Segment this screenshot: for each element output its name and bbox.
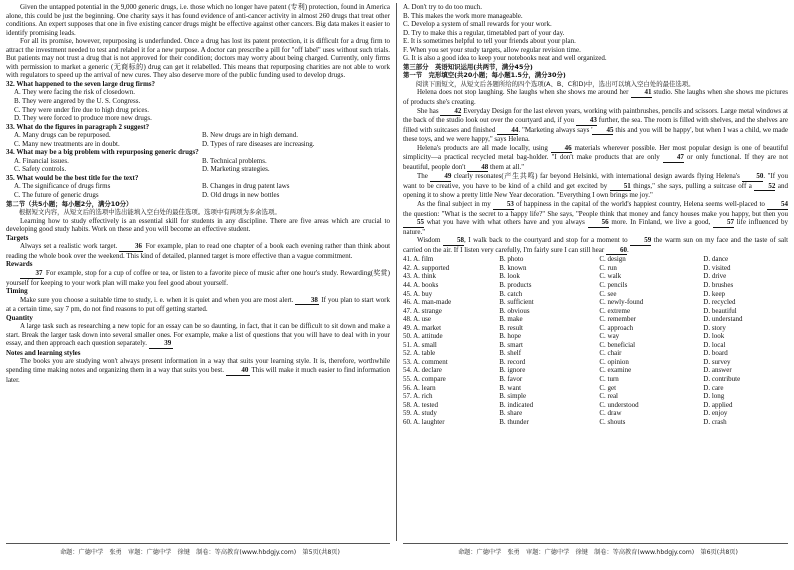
- choice-option: B. sufficient: [499, 298, 534, 307]
- option: B. Changes in drug patent laws: [202, 182, 290, 191]
- choice-option: C. turn: [599, 374, 619, 383]
- footer-rule: [403, 543, 788, 544]
- choice-option: C. chair: [599, 349, 622, 358]
- choice-option: B. indicated: [499, 400, 534, 409]
- right-page: [403, 3, 788, 426]
- choice-option: C. examine: [599, 366, 632, 375]
- choice-option: B. obvious: [499, 306, 530, 315]
- blank-53: 53: [493, 200, 514, 210]
- text: If you plan to start work at a certain time, say 7 pm, do not find reasons to put off getting started.: [6, 295, 391, 314]
- subheading-rewards: Rewards: [6, 260, 33, 269]
- choice-row: [403, 358, 788, 367]
- choice-option: D. long: [703, 392, 725, 401]
- blank-59: 59: [630, 236, 651, 246]
- text: The books you are studying won't always present information in a way that suits your learning style. It is, therefore, worthwhile spending time making notes and organizing them in a way that suits you best.: [6, 357, 390, 374]
- choice-option: B. smart: [499, 340, 523, 349]
- choice-option: B. ignore: [499, 366, 526, 375]
- text: Helena does not stop laughing. She laughs when she shows me around her: [417, 88, 629, 97]
- choice-option: B. favor: [499, 374, 523, 383]
- choice-option: 46. A. man-made: [403, 298, 452, 307]
- choice-option: C. understood: [599, 400, 639, 409]
- choice-row: [403, 264, 788, 273]
- choice-option: D. crash: [703, 417, 727, 426]
- blank-58: 58: [443, 236, 464, 246]
- blank-52: 52: [754, 182, 775, 192]
- choice-option: C. see: [599, 289, 617, 298]
- text: clearly resonates(产生共鸣) far beyond Helsinki, with international design awards flying Helena's: [453, 172, 740, 181]
- option: D. They were forced to produce more new drugs.: [14, 114, 152, 123]
- blank-49: 49: [430, 172, 451, 182]
- choice-row: [403, 281, 788, 290]
- choice-row: [403, 290, 788, 299]
- choice-row: [403, 375, 788, 384]
- footer-right: 命题：广德中学 张勇 审题：广德中学 徐键 制卷：等高教育(www.hbdgjy.com) 第6页(共8页): [458, 549, 738, 556]
- choice-option: C. pencils: [599, 280, 628, 289]
- option-c: C. Develop a system of small rewards for your work.: [403, 20, 552, 29]
- option: D. Old drugs in new bottles: [202, 191, 280, 200]
- text: The: [417, 172, 428, 181]
- choice-option: 48. A. use: [403, 315, 431, 324]
- choice-option: B. thunder: [499, 417, 529, 426]
- cloze-paragraph: [403, 88, 788, 106]
- option: C. The future of generic drugs: [14, 191, 99, 200]
- text: more. In Finland, we live a good,: [611, 218, 711, 227]
- choice-option: 49. A. market: [403, 323, 442, 332]
- subheading-targets: Targets: [6, 233, 29, 242]
- passage-paragraph: [6, 322, 390, 349]
- blank-56: 56: [588, 218, 609, 228]
- subheading-timing: Timing: [6, 287, 28, 296]
- choice-option: B. make: [499, 315, 523, 324]
- option: A. Financial issues.: [14, 156, 69, 165]
- footer-left: 命题：广德中学 张勇 审题：广德中学 徐键 制卷：等高教育(www.hbdgjy.com) 第5页(共8页): [60, 549, 340, 556]
- choice-row: [403, 315, 788, 324]
- option: C. They were under fire due to high drug prices.: [14, 105, 149, 114]
- blank-48: 48: [467, 163, 488, 173]
- cloze-paragraph: [403, 200, 788, 236]
- blank-46: 46: [551, 144, 572, 154]
- question-32: 32. What happened to the seven large drug firms?: [6, 79, 156, 88]
- text: the question: "What is the secret to a happy life?" She says, "People think that money and fancy houses make you happy, but then you: [403, 209, 788, 218]
- choice-option: 59. A. study: [403, 409, 437, 418]
- text: them at all.": [490, 162, 525, 171]
- text: studio. She laughs when she shows me pictures of products she's creating.: [403, 88, 789, 107]
- choice-option: D. drive: [703, 272, 727, 281]
- choice-row: [403, 366, 788, 375]
- blank-51: 51: [610, 182, 631, 192]
- text: things," she says, pulling a suitcase off a: [633, 181, 752, 190]
- choice-option: C. remember: [599, 315, 636, 324]
- choice-option: D. keep: [703, 289, 726, 298]
- text: further, the sea. The room is filled with shelves, and the shelves are filled with suitcases and finished: [403, 116, 789, 134]
- choice-option: 57. A. rich: [403, 392, 433, 401]
- footer-rule: [6, 543, 390, 544]
- option: A. The significance of drugs firms: [14, 182, 111, 191]
- part-heading: 第三部分 英语知识运用(共两节，满分45分): [403, 62, 533, 71]
- option-g: G. It is also a good idea to keep your notebooks neat and well organized.: [403, 54, 607, 63]
- choice-option: B. result: [499, 323, 523, 332]
- option: D. Types of rare diseases are increasing.: [202, 139, 315, 148]
- choice-option: 51. A. small: [403, 340, 437, 349]
- blank-44: 44: [497, 126, 518, 136]
- choice-option: 54. A. declare: [403, 366, 442, 375]
- choice-option: D. answer: [703, 366, 732, 375]
- choice-option: B. catch: [499, 289, 523, 298]
- choice-option: 55. A. compare: [403, 374, 446, 383]
- choice-row: [403, 409, 788, 418]
- cloze-paragraph: [403, 107, 788, 144]
- choice-option: C. draw: [599, 409, 622, 418]
- choice-option: D. dance: [703, 255, 729, 264]
- choice-option: D. contribute: [703, 374, 741, 383]
- blank-40: 40: [226, 366, 250, 376]
- blank-38: 38: [295, 296, 319, 306]
- text: Everyday Design for the last eleven years, working with paintbrushes, pencils and scissors. Large metal windows at the back of the studio look out over the courtyard and, if you: [403, 106, 788, 125]
- passage-paragraph: Given the untapped potential in the 9,000 generic drugs, i.e. those which no longer have patent (专利) protection, found in America alone, this could be just the beginning. One charity says it has found evidence of anti-cancer activity in almost 260 drugs that treat other conditions. An expert supposes that one in five existing cancer drugs might be effective against other cancers. Big data makes it easier to identify promising leads.: [6, 3, 390, 37]
- choice-row: [403, 401, 788, 410]
- choice-row: [403, 324, 788, 333]
- option: B. They were angered by the U. S. Congress.: [14, 97, 141, 106]
- choice-row: [403, 418, 788, 427]
- choice-option: D. applied: [703, 400, 733, 409]
- passage-paragraph: [6, 296, 390, 314]
- section-heading: 第二节（共5小题；每小题2分，满分10分）: [6, 199, 133, 208]
- blank-60: 60: [606, 246, 627, 256]
- text: materials wherever possible. Her most popular design is one of beautiful simplicity—a practical recycled metal bag-holder. "I don't make products that are only: [403, 143, 789, 162]
- page-divider: [396, 3, 397, 541]
- choice-row: [403, 272, 788, 281]
- text: This will make it much easier to find information later.: [6, 365, 390, 384]
- choice-option: C. get: [599, 383, 617, 392]
- choice-option: D. brushes: [703, 280, 734, 289]
- cloze-paragraph: [403, 236, 788, 255]
- option: A. They were facing the risk of closedown.: [14, 88, 135, 97]
- choice-option: B. simple: [499, 392, 527, 401]
- choice-option: D. recycled: [703, 298, 736, 307]
- choice-row: [403, 332, 788, 341]
- choice-option: 43. A. think: [403, 272, 437, 281]
- choice-option: B. share: [499, 409, 523, 418]
- text: Helena's products are all made locally, using: [417, 143, 548, 152]
- choice-option: 53. A. comment: [403, 357, 448, 366]
- text: the warm sun on my face and the taste of salt carried on the air. If I listen very carefully, I'm fairly sure I can still hear: [403, 236, 789, 254]
- section-heading: 第一节 完形填空(共20小题；每小题1.5分，满分30分): [403, 71, 566, 80]
- choice-option: B. shelf: [499, 349, 522, 358]
- choice-option: B. want: [499, 383, 522, 392]
- text: this and you will be happy', but when I was a child, we made these toys, and we were happy," says Helena.: [403, 125, 789, 144]
- choice-option: 45. A. buy: [403, 289, 433, 298]
- option: D. Marketing strategies.: [202, 165, 270, 174]
- option-a: A. Don't try to do too much.: [403, 3, 483, 11]
- choice-option: B. look: [499, 272, 520, 281]
- text: Always set a realistic work target.: [20, 242, 118, 251]
- choice-option: D. care: [703, 383, 724, 392]
- choice-option: C. approach: [599, 323, 634, 332]
- option-f: F. When you set your study targets, allow regular revision time.: [403, 45, 581, 54]
- text: A large task such as researching a new topic for an essay can be so daunting, in fact, that it can be difficult to sit down and make a start. Break the larger task down into several smaller ones. For example, make a list of questions that you will have to deal with in your essay, and then approach each question separately.: [6, 322, 390, 348]
- blank-54: 54: [767, 200, 788, 210]
- choice-option: 41. A. film: [403, 255, 434, 264]
- choice-option: C. beneficial: [599, 340, 636, 349]
- choice-option: D. survey: [703, 357, 731, 366]
- choice-option: 56. A. learn: [403, 383, 436, 392]
- choice-row: [403, 298, 788, 307]
- option-row: [6, 182, 390, 191]
- option-b: B. This makes the work more manageable.: [403, 11, 523, 20]
- text: For example, plan to read one chapter of a book each evening rather than think about reading the whole book over the weekend. This kind of detailed, planned target is more effective than a vague commitment.: [6, 242, 391, 260]
- choice-option: D. enjoy: [703, 409, 728, 418]
- choice-option: C. design: [599, 255, 626, 264]
- choice-option: B. record: [499, 357, 526, 366]
- passage-paragraph: [6, 242, 390, 260]
- text: or only functional. If they are not beautiful, people don't: [403, 153, 789, 171]
- left-page: [6, 3, 390, 384]
- choice-option: 44. A. books: [403, 280, 439, 289]
- choice-option: D. story: [703, 323, 726, 332]
- choice-row: [403, 255, 788, 264]
- choice-option: 58. A. tested: [403, 400, 438, 409]
- text: For example, stop for a cup of coffee or tea, or listen to a favorite piece of music after one hour's study. Rewarding(奖赏) yourself for keeping to your work plan will make you feel good about yourself.: [6, 268, 391, 287]
- option: C. Many new treatments are in doubt.: [14, 139, 120, 148]
- choice-option: 52. A. table: [403, 349, 436, 358]
- choice-option: B. known: [499, 263, 527, 272]
- blank-57: 57: [713, 218, 734, 228]
- choice-option: C. extreme: [599, 306, 631, 315]
- choice-row: [403, 384, 788, 393]
- choice-option: C. walk: [599, 272, 622, 281]
- choice-option: C. way: [599, 332, 620, 341]
- text: Wisdom: [417, 236, 441, 245]
- choice-option: D. understand: [703, 315, 743, 324]
- text: of happiness in the capital of the world's happiest country, Helena seems well-placed to: [516, 200, 765, 209]
- blank-37: 37: [20, 269, 44, 279]
- choice-option: 60. A. laughter: [403, 417, 445, 426]
- choice-row: [403, 341, 788, 350]
- choice-option: B. hope: [499, 332, 522, 341]
- choice-option: C. real: [599, 392, 619, 401]
- passage-paragraph: [6, 357, 390, 384]
- option-row: [6, 131, 390, 140]
- text: As the final subject in my: [417, 200, 491, 209]
- choice-option: B. photo: [499, 255, 524, 264]
- choice-option: D. board: [703, 349, 728, 358]
- blank-55: 55: [403, 218, 424, 228]
- choice-option: C. opinion: [599, 357, 629, 366]
- blank-45: 45: [592, 126, 613, 136]
- blank-47: 47: [663, 153, 684, 163]
- blank-50: 50: [742, 172, 763, 182]
- section-instructions: 阅读下面短文，从短文后各题所给的四个选项(A、B、C和D)中，选出可以填入空白处的最佳选项。: [415, 79, 695, 88]
- subheading-notes: Notes and learning styles: [6, 348, 81, 357]
- text: life influenced by nature.": [403, 218, 789, 236]
- blank-42: 42: [440, 107, 461, 117]
- option-row: [6, 157, 390, 166]
- option: B. Technical problems.: [202, 156, 267, 165]
- option-row: [6, 140, 390, 149]
- text: . "Marketing always says ': [518, 125, 593, 134]
- text: She has: [417, 106, 439, 115]
- question-35: 35. What would be the best title for the text?: [6, 173, 139, 182]
- blank-36: 36: [119, 242, 143, 252]
- text: , I walk back to the courtyard and stop for a moment to: [464, 236, 628, 245]
- option-row: [6, 191, 390, 200]
- choice-row: [403, 307, 788, 316]
- choice-option: 50. A. attitude: [403, 332, 443, 341]
- passage-intro: Learning how to study effectively is an essential skill for students in any discipline. There are five areas which are crucial to developing good study habits. Work on these and you will become an effective student.: [6, 216, 390, 234]
- choice-option: D. visited: [703, 263, 731, 272]
- option: C. Safety controls.: [14, 165, 67, 174]
- text: . "If you want to be creative, you have to be kind of a child and get excited by: [403, 172, 789, 190]
- option: A. Many drugs can be repurposed.: [14, 131, 111, 140]
- choice-option: C. shouts: [599, 417, 626, 426]
- blank-43: 43: [576, 116, 597, 126]
- section-instructions: 根据短文内容，从短文后的选项中选出能填入空白处的最佳选项。选项中有两项为多余选项。: [18, 208, 281, 217]
- option: B. New drugs are in high demand.: [202, 131, 299, 140]
- choice-option: 42. A. supported: [403, 263, 450, 272]
- blank-41: 41: [631, 88, 652, 98]
- question-33: 33. What do the figures in paragraph 2 suggest?: [6, 122, 150, 131]
- choice-row: [403, 349, 788, 358]
- choice-option: D. look: [703, 332, 725, 341]
- subheading-quantity: Quantity: [6, 313, 33, 322]
- cloze-paragraph: [403, 144, 788, 173]
- passage-paragraph: For all its promise, however, repurposing is underfunded. Once a drug has lost its patent protection, it is difficult for a drug firm to attract the investment needed to test and relabel it for a new purpose. A doctor can prescribe a pill for "off label" uses without such trials. But patients may not trust a drug that is not approved for their condition; doctors may worry about being charged. Currently, only firms with permission to market a generic (无商标的) drug can get it relabelled. This means that repurposing charities are not able to work with regulators to speed up the arrival of new cures. They also deserve more of the public funding used to develop drugs.: [6, 37, 390, 80]
- cloze-paragraph: [403, 172, 788, 200]
- choice-option: C. newly-found: [599, 298, 644, 307]
- text: .: [626, 245, 629, 254]
- option-d: D. Try to make this a regular, timetabled part of your day.: [403, 28, 565, 37]
- choice-row: [403, 392, 788, 401]
- option-e: E. It is sometimes helpful to tell your friends about your plan.: [403, 37, 576, 46]
- passage-paragraph: [6, 269, 390, 287]
- choice-option: D. beautiful: [703, 306, 737, 315]
- choice-option: 47. A. strange: [403, 306, 442, 315]
- cloze-choices: [403, 255, 788, 426]
- choice-option: C. run: [599, 263, 617, 272]
- choice-option: D. local: [703, 340, 726, 349]
- question-34: 34. What may be a big problem with repurposing generic drugs?: [6, 148, 199, 157]
- text: Make sure you choose a suitable time to study, i. e. when it is quiet and when you are most alert.: [20, 295, 294, 304]
- choice-option: B. products: [499, 280, 532, 289]
- text: and opening it to show a pretty little New Year decoration. "Everything I own brings me joy.": [403, 181, 789, 200]
- option-row: [6, 165, 390, 174]
- text: what you have with what others have and you always: [426, 218, 585, 227]
- blank-39: 39: [149, 339, 173, 349]
